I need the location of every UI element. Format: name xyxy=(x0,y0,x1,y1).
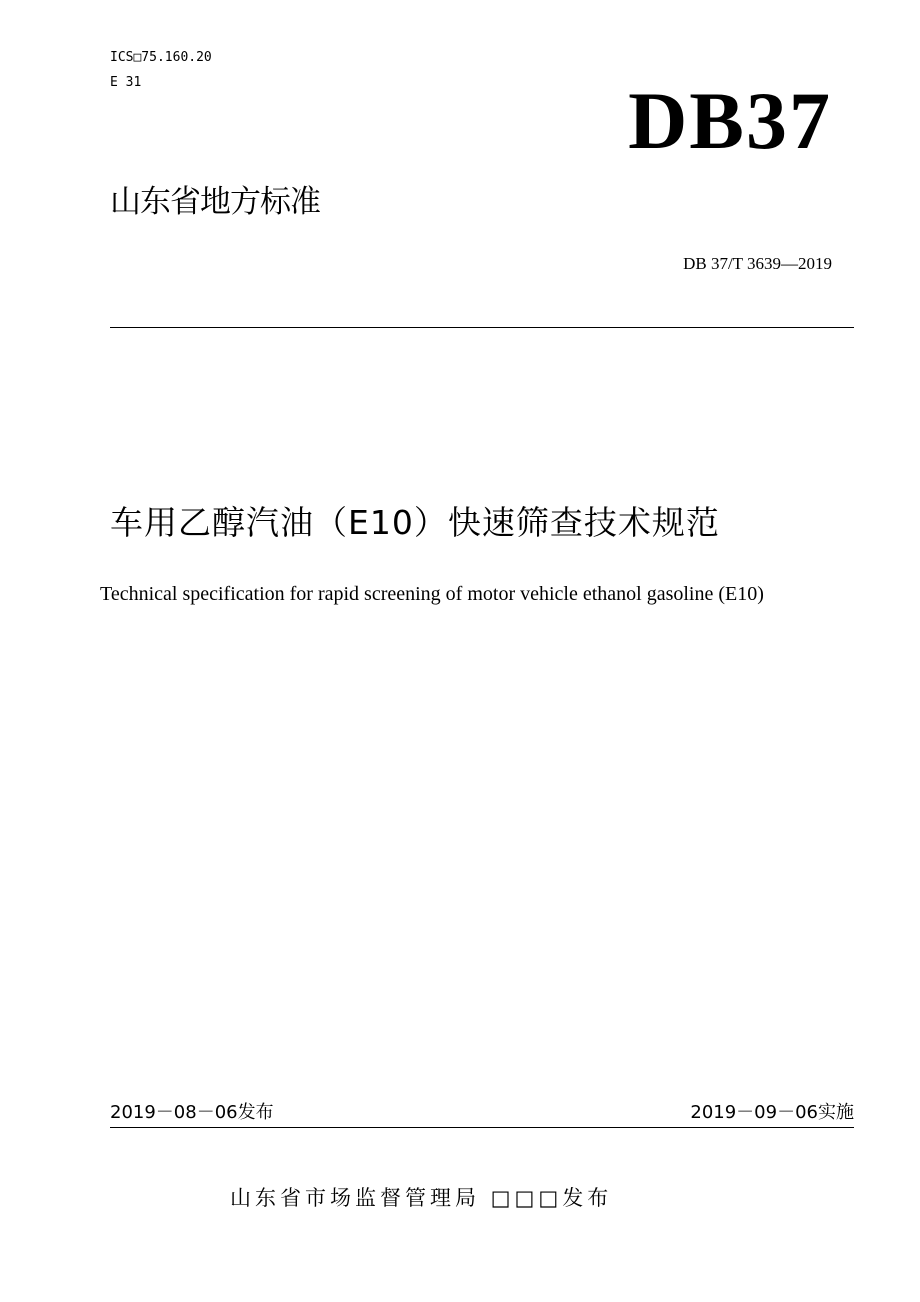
issuing-authority: 山东省市场监督管理局 □□□发布 xyxy=(230,1186,613,1210)
title-chinese: 车用乙醇汽油（E10）快速筛查技术规范 xyxy=(110,503,720,542)
ics-code: ICS□75.160.20 xyxy=(110,50,212,65)
top-divider xyxy=(110,327,854,328)
standard-type-label: 山东省地方标准 xyxy=(110,184,320,220)
issue-date: 2019－08－06发布 xyxy=(110,1102,274,1123)
db-mark: DB37 xyxy=(628,75,832,166)
title-english: Technical specification for rapid screening of motor vehicle ethanol gasoline (E10) xyxy=(100,583,764,605)
bottom-divider xyxy=(110,1127,854,1128)
implementation-date: 2019－09－06实施 xyxy=(690,1102,854,1123)
standard-number: DB 37/T 3639—2019 xyxy=(683,254,832,273)
ccs-code: E 31 xyxy=(110,75,142,90)
